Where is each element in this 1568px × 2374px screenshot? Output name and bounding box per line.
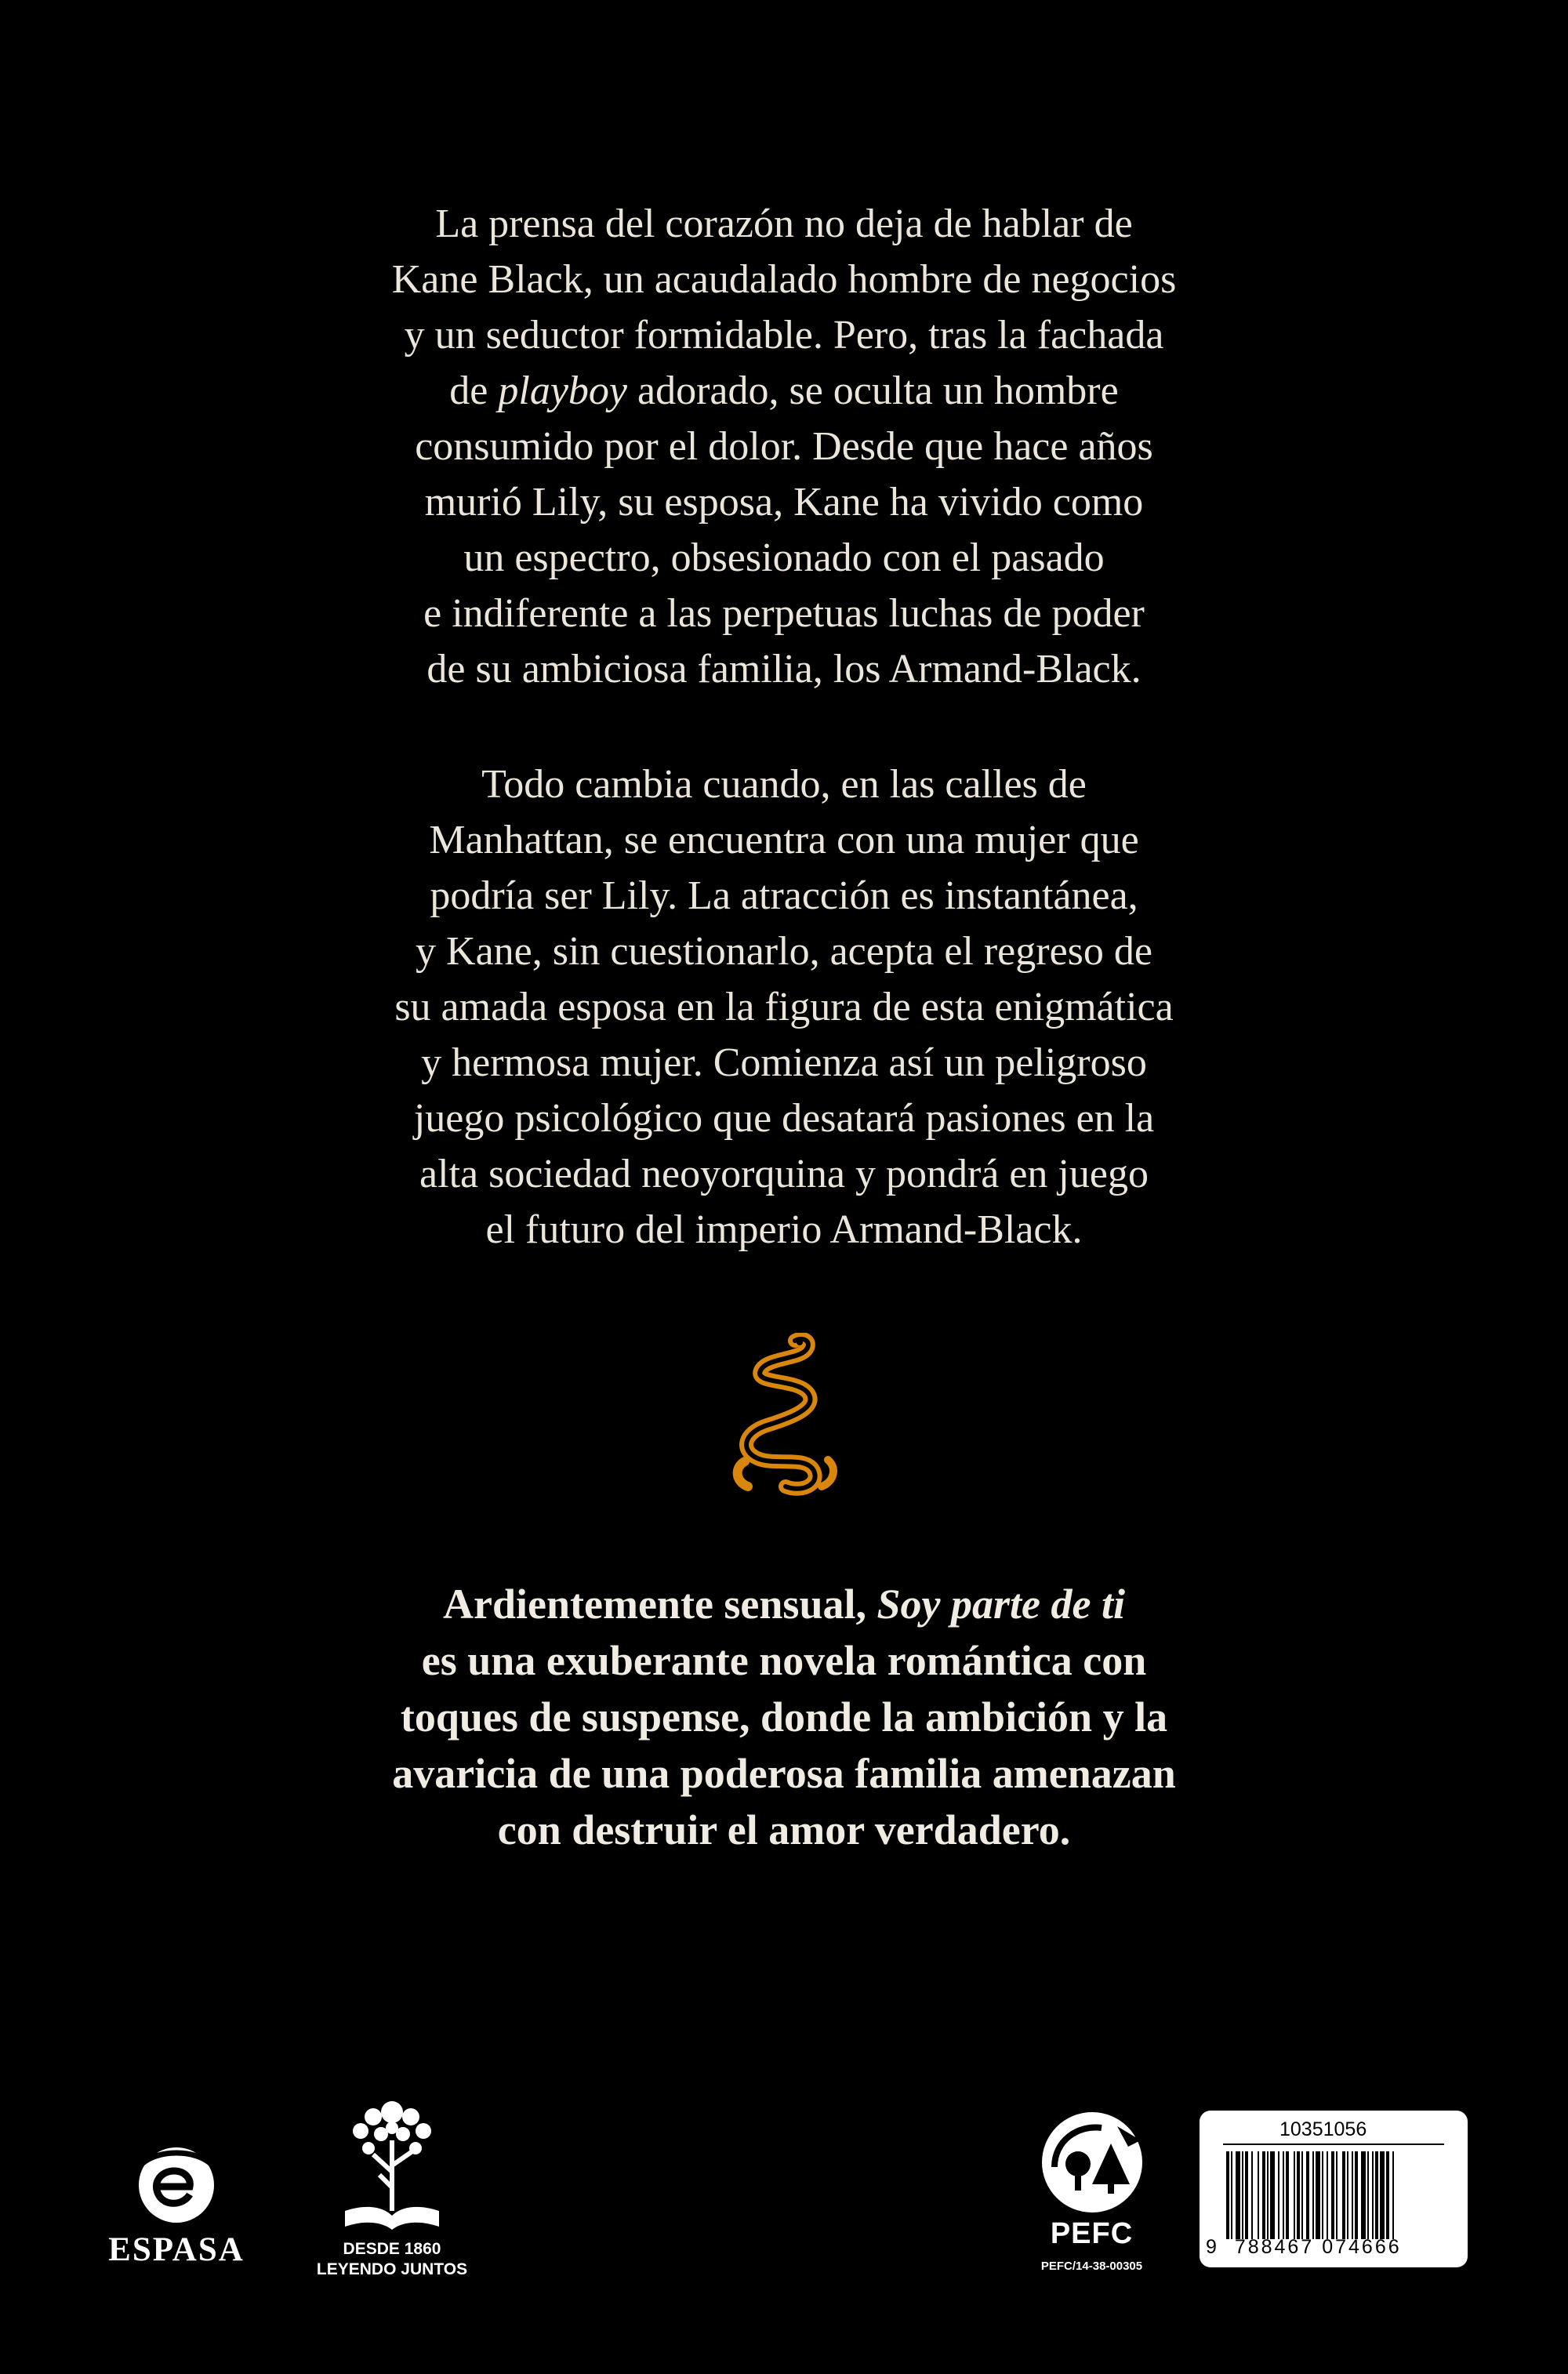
blurb-line: La prensa del corazón no deja de hablar de: [435, 201, 1133, 246]
blurb-line: toques de suspense, donde la ambición y la: [400, 1693, 1168, 1741]
barcode-bar: [1386, 2151, 1389, 2239]
blurb-line: Manhattan, se encuentra con una mujer que: [429, 818, 1139, 862]
barcode-bar: [1322, 2151, 1323, 2239]
barcode-bar: [1283, 2151, 1284, 2239]
publisher-logo: [102, 2136, 251, 2274]
publisher-name: ESPASA: [108, 2231, 245, 2268]
barcode-bar: [1270, 2151, 1275, 2239]
barcode-bar: [1336, 2151, 1338, 2239]
barcode-group-1: 788467: [1234, 2236, 1315, 2258]
text-segment: de: [449, 368, 499, 413]
barcode-bar: [1327, 2151, 1328, 2239]
barcode-digits: [1206, 2236, 1465, 2259]
barcode-bar: [1231, 2151, 1232, 2239]
barcode-bar: [1331, 2151, 1334, 2239]
barcode-bar: [1251, 2151, 1253, 2239]
barcode-first-digit: 9: [1206, 2236, 1219, 2258]
blurb-line: alta sociedad neoyorquina y pondrá en juego: [419, 1152, 1149, 1196]
barcode-bar: [1306, 2151, 1309, 2239]
text-segment: Ardientemente sensual,: [443, 1581, 877, 1628]
barcode-bar: [1316, 2151, 1320, 2239]
heritage-line-2: LEYENDO JUNTOS: [316, 2260, 468, 2278]
barcode-bar: [1372, 2151, 1374, 2239]
barcode-bar: [1342, 2151, 1345, 2239]
heritage-line-1: DESDE 1860: [343, 2240, 441, 2258]
barcode-bar: [1278, 2151, 1279, 2239]
barcode-bar: [1267, 2151, 1269, 2239]
blurb-paragraph-2: [0, 757, 1568, 1258]
barcode-bar: [1301, 2151, 1303, 2239]
barcode-group-2: 074666: [1322, 2236, 1402, 2258]
blurb-line: avaricia de una poderosa familia amenazan: [392, 1750, 1176, 1797]
barcode-bar: [1236, 2151, 1240, 2239]
blurb-line-with-italic: [0, 1576, 1568, 1632]
blurb-line: el futuro del imperio Armand-Black.: [485, 1207, 1083, 1252]
barcode-bar: [1375, 2151, 1378, 2239]
barcode-reference: 10351056: [1279, 2118, 1367, 2140]
blurb-line: de su ambiciosa familia, los Armand-Black.: [426, 647, 1142, 692]
espasa-logo-icon: [102, 2136, 251, 2227]
barcode-bars: [1226, 2151, 1447, 2239]
blurb-tagline: [0, 1576, 1568, 1858]
barcode-bar: [1262, 2151, 1265, 2239]
barcode-bar: [1258, 2151, 1259, 2239]
reference-underline: [1223, 2143, 1444, 2145]
blurb-line: e indiferente a las perpetuas luchas de poder: [423, 591, 1145, 636]
blurb-line: es una exuberante novela romántica con: [421, 1637, 1147, 1684]
barcode-bar: [1286, 2151, 1289, 2239]
heritage-logo: [314, 2093, 470, 2281]
barcode-bar: [1352, 2151, 1353, 2239]
blurb-line: y un seductor formidable. Pero, tras la fachada: [404, 313, 1164, 358]
barcode-label: [1200, 2111, 1468, 2267]
pefc-code: PEFC/14-38-00305: [1040, 2260, 1143, 2273]
barcode-bar: [1312, 2151, 1314, 2239]
book-title: Soy parte de ti: [877, 1581, 1125, 1628]
barcode-bar: [1367, 2151, 1369, 2239]
blurb-line-with-italic: [0, 363, 1568, 419]
blurb-line: con destruir el amor verdadero.: [497, 1806, 1071, 1853]
blurb-line: podría ser Lily. La atracción es instantánea,: [430, 873, 1138, 918]
blurb-line: su amada esposa en la figura de esta enigmática: [394, 985, 1174, 1029]
blurb-line: juego psicológico que desatará pasiones en la: [413, 1096, 1155, 1141]
pefc-logo: [1023, 2109, 1160, 2289]
text-segment: adorado, se oculta un hombre: [627, 368, 1119, 413]
snake-ornament-icon: [720, 1333, 848, 1497]
tree-book-icon: [314, 2093, 470, 2234]
blurb-paragraph-1: [0, 196, 1568, 697]
blurb-line: y hermosa mujer. Comienza así un peligroso: [421, 1040, 1147, 1085]
pefc-trees-icon: [1023, 2109, 1160, 2215]
blurb-line: un espectro, obsesionado con el pasado: [463, 535, 1105, 580]
barcode-bar: [1361, 2151, 1366, 2239]
blurb-line: y Kane, sin cuestionarlo, acepta el regreso de: [416, 929, 1152, 974]
barcode-bar: [1242, 2151, 1243, 2239]
barcode-bar: [1380, 2151, 1385, 2239]
barcode-bar: [1347, 2151, 1348, 2239]
barcode-bar: [1245, 2151, 1248, 2239]
blurb-line: Todo cambia cuando, en las calles de: [481, 762, 1087, 807]
barcode-bar: [1294, 2151, 1295, 2239]
barcode-bar: [1226, 2151, 1229, 2239]
blurb-line: Kane Black, un acaudalado hombre de negocios: [391, 257, 1177, 302]
barcode-bar: [1392, 2151, 1394, 2239]
italic-word: playboy: [498, 368, 627, 413]
barcode-bar: [1355, 2151, 1358, 2239]
pefc-name: PEFC: [1050, 2217, 1134, 2250]
barcode-bar: [1297, 2151, 1300, 2239]
blurb-line: consumido por el dolor. Desde que hace años: [415, 424, 1153, 469]
blurb-line: murió Lily, su esposa, Kane ha vivido como: [424, 480, 1144, 525]
